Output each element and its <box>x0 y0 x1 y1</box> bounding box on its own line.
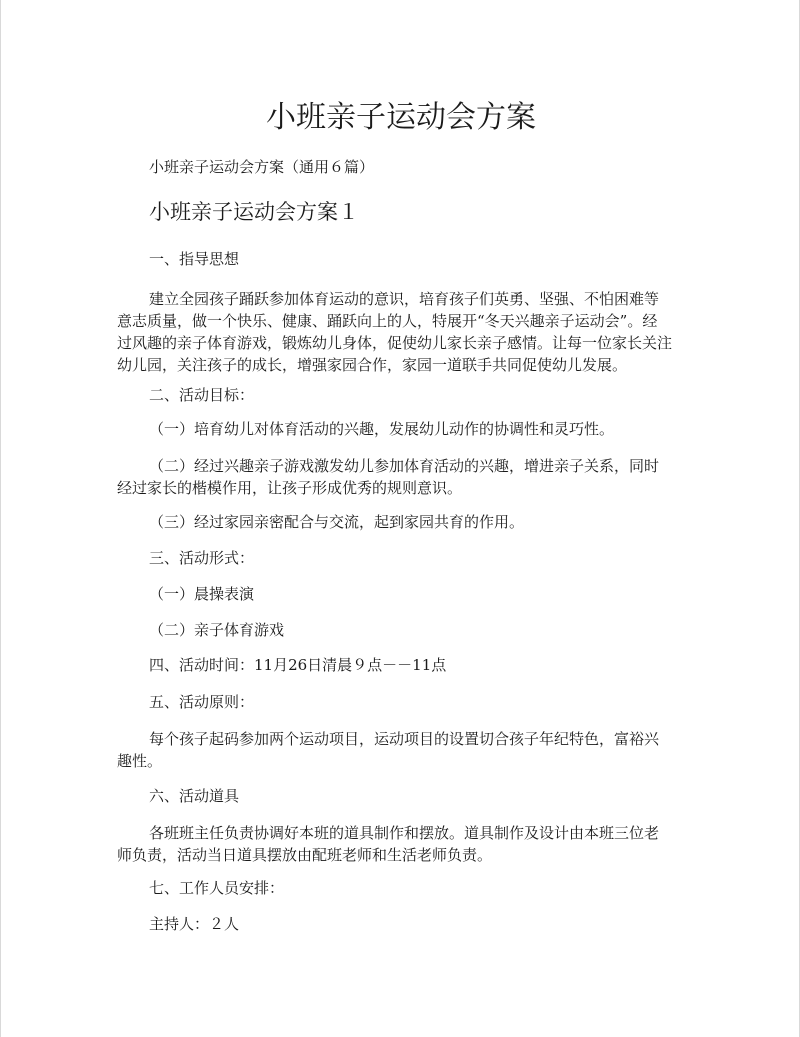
goal-item-3: （三）经过家园亲密配合与交流，起到家园共育的作用。 <box>149 513 525 531</box>
heading-props: 六、活动道具 <box>149 787 240 805</box>
paragraph-line: 幼儿园，关注孩子的成长，增强家园合作，家园一道联手共同促使幼儿发展。 <box>117 356 628 374</box>
form-item-2: （二）亲子体育游戏 <box>149 621 285 639</box>
document-title: 小班亲子运动会方案 <box>266 100 536 135</box>
heading-activity-form: 三、活动形式： <box>149 549 255 567</box>
paragraph-principles <box>117 728 677 772</box>
paragraph-line: 每个孩子起码参加两个运动项目，运动项目的设置切合孩子年纪特色，富裕兴 <box>149 730 660 748</box>
activity-time: 四、活动时间：11月26日清晨９点－－11点 <box>149 656 447 674</box>
paragraph-props <box>117 822 677 866</box>
paragraph-line: （二）经过兴趣亲子游戏激发幼儿参加体育活动的兴趣，增进亲子关系，同时 <box>149 457 660 475</box>
paragraph-line: 趣性。 <box>117 752 163 770</box>
paragraph-line: 建立全园孩子踊跃参加体育运动的意识，培育孩子们英勇、坚强、不怕困难等 <box>149 290 660 308</box>
staff-item-1: 主持人：２人 <box>149 915 240 933</box>
heading-staff: 七、工作人员安排： <box>149 879 285 897</box>
paragraph-line: 经过家长的楷模作用，让孩子形成优秀的规则意识。 <box>117 479 463 497</box>
paragraph-guiding-ideology <box>117 288 677 376</box>
goal-item-2 <box>117 455 677 499</box>
heading-guiding-ideology: 一、指导思想 <box>149 250 240 268</box>
heading-activity-principles: 五、活动原则： <box>149 693 255 711</box>
paragraph-line: 过风趣的亲子体育游戏，锻炼幼儿身体，促使幼儿家长亲子感情。让每一位家长关注 <box>117 334 673 352</box>
form-item-1: （一）晨操表演 <box>149 585 255 603</box>
section-heading: 小班亲子运动会方案１ <box>149 200 359 224</box>
document-subtitle: 小班亲子运动会方案（通用６篇） <box>149 158 375 176</box>
paragraph-line: 意志质量，做一个快乐、健康、踊跃向上的人，特展开“冬天兴趣亲子运动会”。经 <box>117 312 658 330</box>
heading-activity-goals: 二、活动目标： <box>149 386 255 404</box>
goal-item-1: （一）培育幼儿对体育活动的兴趣，发展幼儿动作的协调性和灵巧性。 <box>149 420 615 438</box>
paragraph-line: 各班班主任负责协调好本班的道具制作和摆放。道具制作及设计由本班三位老 <box>149 824 660 842</box>
paragraph-line: 师负责，活动当日道具摆放由配班老师和生活老师负责。 <box>117 846 493 864</box>
